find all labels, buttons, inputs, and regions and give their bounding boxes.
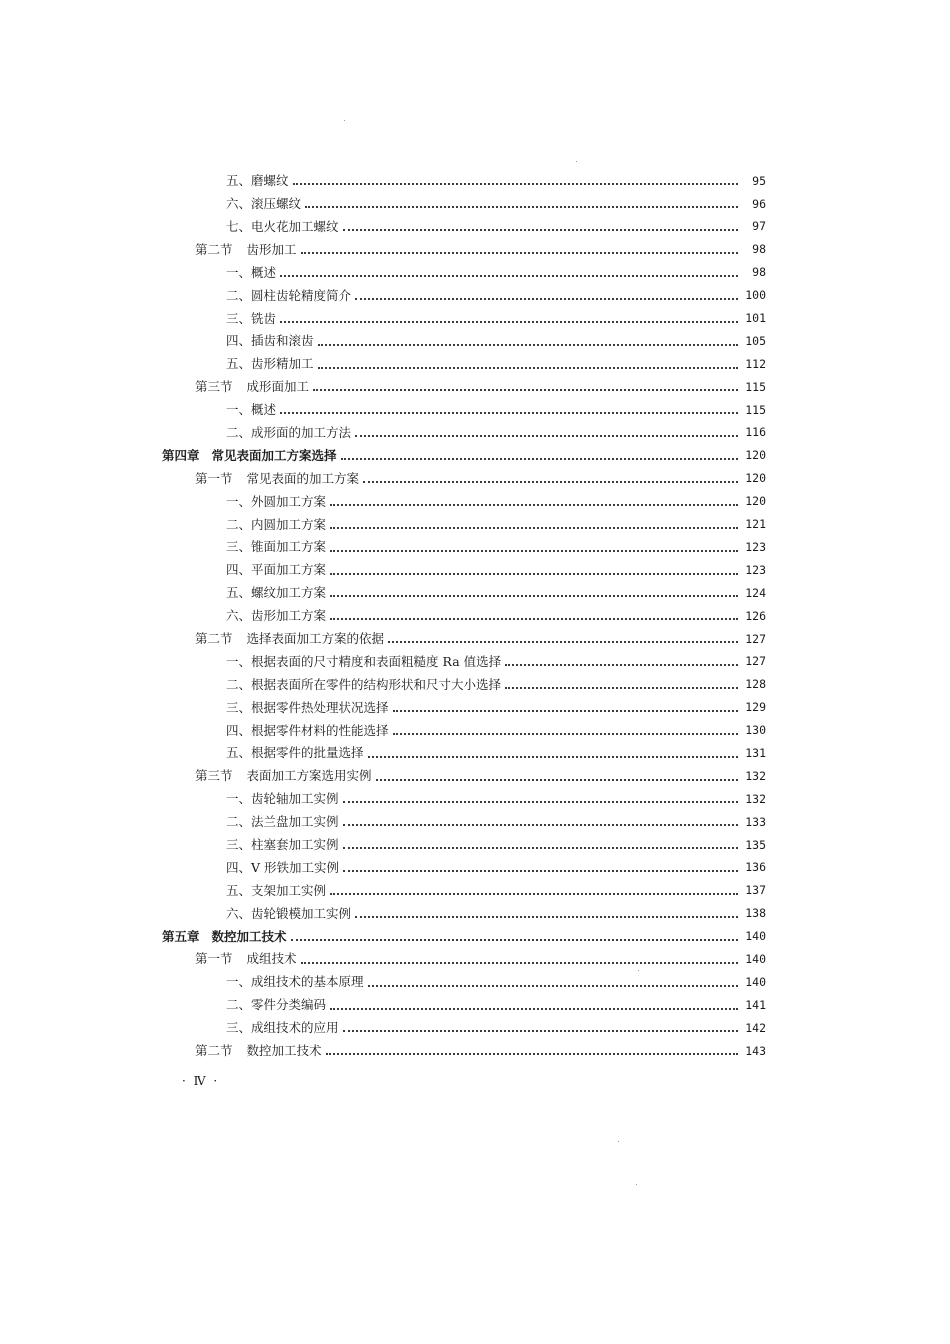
toc-entry-number: 二、 <box>226 287 252 303</box>
dot-leader <box>343 824 738 826</box>
toc-entry-label <box>226 1022 339 1035</box>
toc-entry-number: 二、 <box>226 997 252 1013</box>
toc-entry-title: 铣齿 <box>251 310 277 326</box>
toc-entry-label <box>226 653 502 669</box>
toc-entry-number: 三、 <box>226 310 252 326</box>
dot-leader <box>280 275 738 277</box>
toc-entry-item <box>162 284 766 307</box>
toc-entry-title: 平面加工方案 <box>251 562 327 578</box>
toc-entry-title: 选择表面加工方案的依据 <box>246 631 385 646</box>
toc-entry-page-number: 96 <box>752 196 766 211</box>
toc-entry-page-number: 97 <box>752 219 766 234</box>
toc-entry-label <box>226 218 339 234</box>
toc-entry-item <box>162 262 766 285</box>
toc-entry-page-number: 115 <box>745 402 766 417</box>
dot-leader <box>313 389 738 391</box>
toc-entry-section <box>162 376 766 399</box>
toc-entry-label <box>162 447 337 463</box>
toc-entry-page-number: 133 <box>745 814 766 829</box>
toc-entry-label <box>226 516 327 532</box>
toc-entry-page-number: 130 <box>745 723 766 738</box>
toc-entry-number: 二、 <box>226 516 252 532</box>
toc-entry-title: 根据零件的批量选择 <box>251 745 364 761</box>
toc-entry-page-number: 128 <box>745 677 766 692</box>
toc-entry-title: 根据零件热处理状况选择 <box>251 699 389 715</box>
toc-entry-number: 二、 <box>226 814 252 830</box>
toc-entry-label <box>226 358 314 371</box>
dot-leader <box>393 710 738 712</box>
toc-entry-item <box>162 880 766 903</box>
dot-leader <box>330 618 738 620</box>
toc-entry-section <box>162 628 766 651</box>
dot-leader <box>330 527 738 529</box>
toc-entry-title: 概述 <box>251 264 277 280</box>
scan-speck <box>636 1184 637 1185</box>
toc-entry-label <box>226 610 326 623</box>
dot-leader <box>301 962 738 964</box>
toc-entry-label <box>226 859 340 875</box>
toc-entry-label <box>226 404 276 417</box>
toc-entry-label <box>226 493 327 509</box>
toc-entry-label <box>226 264 277 280</box>
toc-entry-item <box>162 193 766 216</box>
toc-entry-label <box>195 381 309 394</box>
toc-entry-title: 支架加工实例 <box>251 882 327 898</box>
toc-entry-label <box>226 839 339 852</box>
toc-entry-item <box>162 903 766 926</box>
toc-entry-number: 七、 <box>226 218 252 234</box>
toc-entry-number: 五、 <box>226 585 252 601</box>
toc-entry-page-number: 100 <box>745 288 766 303</box>
toc-entry-number: 三、 <box>226 837 252 853</box>
toc-entry-title: 齿轮锻模加工实例 <box>251 905 352 921</box>
toc-entry-label <box>195 241 297 257</box>
dot-leader <box>293 183 738 185</box>
toc-entry-label <box>226 564 326 577</box>
toc-entry-chapter <box>162 925 766 948</box>
toc-entry-item <box>162 307 766 330</box>
toc-entry-title: 外圆加工方案 <box>251 493 327 509</box>
toc-entry-title: 成组技术的基本原理 <box>251 974 364 990</box>
toc-entry-number: 三、 <box>226 699 252 715</box>
toc-entry-page-number: 116 <box>745 425 766 440</box>
toc-entry-item <box>162 651 766 674</box>
scan-speck <box>344 120 345 121</box>
dot-leader <box>280 412 738 414</box>
dot-leader <box>343 229 738 231</box>
toc-entry-title: 齿形加工方案 <box>251 608 327 624</box>
toc-entry-page-number: 136 <box>745 860 766 875</box>
toc-entry-title: 法兰盘加工实例 <box>251 814 339 830</box>
toc-entry-item <box>162 490 766 513</box>
toc-entry-number: 一、 <box>226 791 252 807</box>
toc-entry-page-number: 140 <box>745 951 766 966</box>
toc-entry-item <box>162 536 766 559</box>
toc-entry-number: 第一节 <box>195 470 233 486</box>
toc-entry-page-number: 142 <box>745 1020 766 1035</box>
toc-entry-number: 第四章 <box>162 447 200 463</box>
toc-entry-number: 六、 <box>226 196 252 212</box>
toc-entry-page-number: 120 <box>745 448 766 463</box>
toc-entry-number: 四、 <box>226 859 252 875</box>
toc-entry-label <box>226 676 502 692</box>
dot-leader <box>301 252 738 254</box>
toc-entry-title: 根据表面所在零件的结构形状和尺寸大小选择 <box>251 676 502 692</box>
toc-entry-page-number: 121 <box>745 517 766 532</box>
toc-entry-item <box>162 422 766 445</box>
toc-entry-item <box>162 353 766 376</box>
toc-entry-label <box>226 699 389 715</box>
toc-entry-number: 四、 <box>226 722 252 738</box>
dot-leader <box>388 641 738 643</box>
dot-leader <box>368 985 738 987</box>
scan-speck <box>576 161 577 162</box>
toc-entry-label <box>195 953 297 966</box>
toc-entry-label <box>162 928 287 944</box>
toc-entry-section <box>162 468 766 491</box>
dot-leader <box>280 321 738 323</box>
toc-entry-title: V 形铁加工实例 <box>251 859 340 875</box>
toc-entry-item <box>162 971 766 994</box>
toc-entry-page-number: 120 <box>745 471 766 486</box>
toc-entry-page-number: 123 <box>745 539 766 554</box>
toc-entry-page-number: 143 <box>745 1043 766 1058</box>
toc-entry-title: 成形面的加工方法 <box>251 424 352 440</box>
dot-leader <box>305 206 738 208</box>
toc-entry-page-number: 101 <box>745 311 766 326</box>
dot-leader <box>330 550 738 552</box>
dot-leader <box>330 573 738 575</box>
dot-leader <box>355 435 738 437</box>
toc-entry-title: 零件分类编码 <box>251 997 327 1013</box>
toc-entry-title: 齿形加工 <box>246 241 297 257</box>
toc-entry-item <box>162 605 766 628</box>
toc-entry-chapter <box>162 445 766 468</box>
toc-entry-number: 六、 <box>226 608 252 624</box>
scan-speck <box>618 1141 619 1142</box>
toc-entry-number: 三、 <box>226 539 252 555</box>
dot-leader <box>343 1030 738 1032</box>
toc-entry-label <box>195 470 360 486</box>
toc-entry-number: 一、 <box>226 974 252 990</box>
toc-entry-title: 锥面加工方案 <box>251 539 327 555</box>
toc-entry-item <box>162 674 766 697</box>
toc-entry-section <box>162 239 766 262</box>
toc-entry-item <box>162 513 766 536</box>
toc-entry-label <box>226 816 339 829</box>
toc-entry-number: 第五章 <box>162 928 200 944</box>
toc-entry-item <box>162 994 766 1017</box>
toc-entry-number: 第二节 <box>195 241 233 257</box>
toc-entry-title: 成组技术 <box>246 951 297 967</box>
toc-entry-number: 一、 <box>226 264 252 280</box>
toc-entry-label <box>226 882 327 898</box>
toc-entry-number: 第三节 <box>195 768 233 784</box>
toc-entry-item <box>162 559 766 582</box>
toc-entry-number: 第二节 <box>195 631 233 646</box>
toc-entry-page-number: 126 <box>745 608 766 623</box>
toc-entry-label <box>226 310 277 326</box>
toc-entry-page-number: 98 <box>752 242 766 257</box>
toc-entry-number: 五、 <box>226 173 252 189</box>
toc-entry-number: 一、 <box>226 653 252 669</box>
toc-entry-page-number: 141 <box>745 997 766 1012</box>
dot-leader <box>330 893 738 895</box>
toc-entry-page-number: 123 <box>745 562 766 577</box>
toc-entry-title: 数控加工技术 <box>246 1043 322 1059</box>
dot-leader <box>376 779 738 781</box>
toc-entry-section <box>162 1040 766 1063</box>
toc-entry-page-number: 140 <box>745 974 766 989</box>
toc-entry-title: 内圆加工方案 <box>251 516 327 532</box>
toc-entry-title: 插齿和滚齿 <box>251 333 314 349</box>
toc-entry-section <box>162 765 766 788</box>
toc-entry-page-number: 132 <box>745 791 766 806</box>
toc-entry-item <box>162 696 766 719</box>
toc-entry-label <box>226 335 314 348</box>
toc-entry-title: 螺纹加工方案 <box>251 585 327 601</box>
table-of-contents <box>162 170 766 1063</box>
toc-entry-label <box>226 905 352 921</box>
toc-entry-item <box>162 399 766 422</box>
dot-leader <box>505 664 738 666</box>
toc-entry-section <box>162 948 766 971</box>
toc-entry-title: 成组技术的应用 <box>251 1020 339 1036</box>
toc-entry-number: 第二节 <box>195 1043 233 1059</box>
toc-entry-title: 常见表面的加工方案 <box>246 470 360 486</box>
toc-entry-label <box>226 175 289 188</box>
toc-entry-page-number: 140 <box>745 929 766 944</box>
toc-entry-label <box>226 198 301 211</box>
toc-entry-number: 二、 <box>226 676 252 692</box>
toc-entry-item <box>162 582 766 605</box>
toc-entry-page-number: 105 <box>745 333 766 348</box>
toc-entry-page-number: 132 <box>745 768 766 783</box>
dot-leader <box>318 367 738 369</box>
dot-leader <box>343 870 738 872</box>
dot-leader <box>343 801 738 803</box>
toc-entry-number: 四、 <box>226 333 252 349</box>
toc-entry-label <box>195 770 372 783</box>
toc-entry-number: 一、 <box>226 402 252 418</box>
dot-leader <box>291 939 738 941</box>
toc-entry-title: 成形面加工 <box>246 379 310 395</box>
toc-entry-page-number: 98 <box>752 265 766 280</box>
toc-entry-label <box>226 747 364 760</box>
toc-entry-page-number: 124 <box>745 585 766 600</box>
dot-leader <box>326 1053 738 1055</box>
toc-entry-title: 齿形精加工 <box>251 356 314 372</box>
dot-leader <box>355 298 738 300</box>
dot-leader <box>343 847 738 849</box>
toc-entry-number: 三、 <box>226 1020 252 1036</box>
toc-entry-label <box>226 287 352 303</box>
toc-entry-title: 圆柱齿轮精度简介 <box>251 287 352 303</box>
toc-entry-title: 柱塞套加工实例 <box>251 837 339 853</box>
toc-entry-item <box>162 742 766 765</box>
toc-entry-title: 磨螺纹 <box>251 173 289 189</box>
dot-leader <box>330 504 738 506</box>
toc-entry-number: 五、 <box>226 356 252 372</box>
toc-entry-number: 一、 <box>226 493 252 509</box>
toc-entry-label <box>195 633 384 646</box>
toc-entry-label <box>226 999 326 1012</box>
toc-entry-number: 五、 <box>226 882 252 898</box>
toc-entry-title: 常见表面加工方案选择 <box>211 447 337 463</box>
toc-entry-page-number: 135 <box>745 837 766 852</box>
toc-entry-number: 六、 <box>226 905 252 921</box>
toc-entry-page-number: 127 <box>745 654 766 669</box>
toc-entry-page-number: 138 <box>745 906 766 921</box>
toc-entry-page-number: 137 <box>745 883 766 898</box>
dot-leader <box>368 756 738 758</box>
toc-entry-item <box>162 788 766 811</box>
dot-leader <box>363 481 738 483</box>
toc-entry-page-number: 120 <box>745 494 766 509</box>
toc-entry-item <box>162 857 766 880</box>
toc-entry-title: 数控加工技术 <box>211 928 287 944</box>
toc-entry-page-number: 129 <box>745 700 766 715</box>
toc-entry-page-number: 95 <box>752 173 766 188</box>
toc-entry-number: 五、 <box>226 745 252 761</box>
toc-entry-item <box>162 170 766 193</box>
dot-leader <box>505 687 738 689</box>
toc-entry-number: 第一节 <box>195 951 233 967</box>
toc-entry-page-number: 112 <box>745 356 766 371</box>
toc-entry-label <box>226 722 389 738</box>
toc-entry-number: 四、 <box>226 562 252 578</box>
dot-leader <box>318 344 738 346</box>
toc-entry-label <box>226 976 364 989</box>
toc-entry-page-number: 127 <box>745 631 766 646</box>
toc-entry-item <box>162 834 766 857</box>
toc-entry-item <box>162 1017 766 1040</box>
toc-entry-title: 表面加工方案选用实例 <box>246 768 372 784</box>
scan-speck <box>638 970 639 971</box>
toc-entry-title: 齿轮轴加工实例 <box>251 791 339 807</box>
page-folio: · Ⅳ · <box>182 1074 220 1088</box>
toc-entry-label <box>226 793 339 806</box>
toc-entry-title: 根据零件材料的性能选择 <box>251 722 389 738</box>
dot-leader <box>341 458 738 460</box>
toc-entry-title: 根据表面的尺寸精度和表面粗糙度 Ra 值选择 <box>251 653 502 669</box>
toc-entry-item <box>162 330 766 353</box>
toc-entry-number: 第三节 <box>195 379 233 395</box>
toc-entry-number: 二、 <box>226 424 252 440</box>
dot-leader <box>330 595 738 597</box>
toc-entry-item <box>162 719 766 742</box>
dot-leader <box>330 1008 738 1010</box>
toc-entry-title: 电火花加工螺纹 <box>251 218 339 234</box>
toc-entry-page-number: 131 <box>745 745 766 760</box>
dot-leader <box>355 916 738 918</box>
toc-entry-item <box>162 811 766 834</box>
toc-entry-label <box>195 1045 322 1058</box>
toc-entry-title: 滚压螺纹 <box>251 196 302 212</box>
dot-leader <box>393 733 738 735</box>
toc-entry-label <box>226 424 352 440</box>
toc-entry-item <box>162 216 766 239</box>
toc-entry-title: 概述 <box>251 402 277 418</box>
toc-entry-label <box>226 541 326 554</box>
toc-entry-label <box>226 587 326 600</box>
toc-entry-page-number: 115 <box>745 379 766 394</box>
